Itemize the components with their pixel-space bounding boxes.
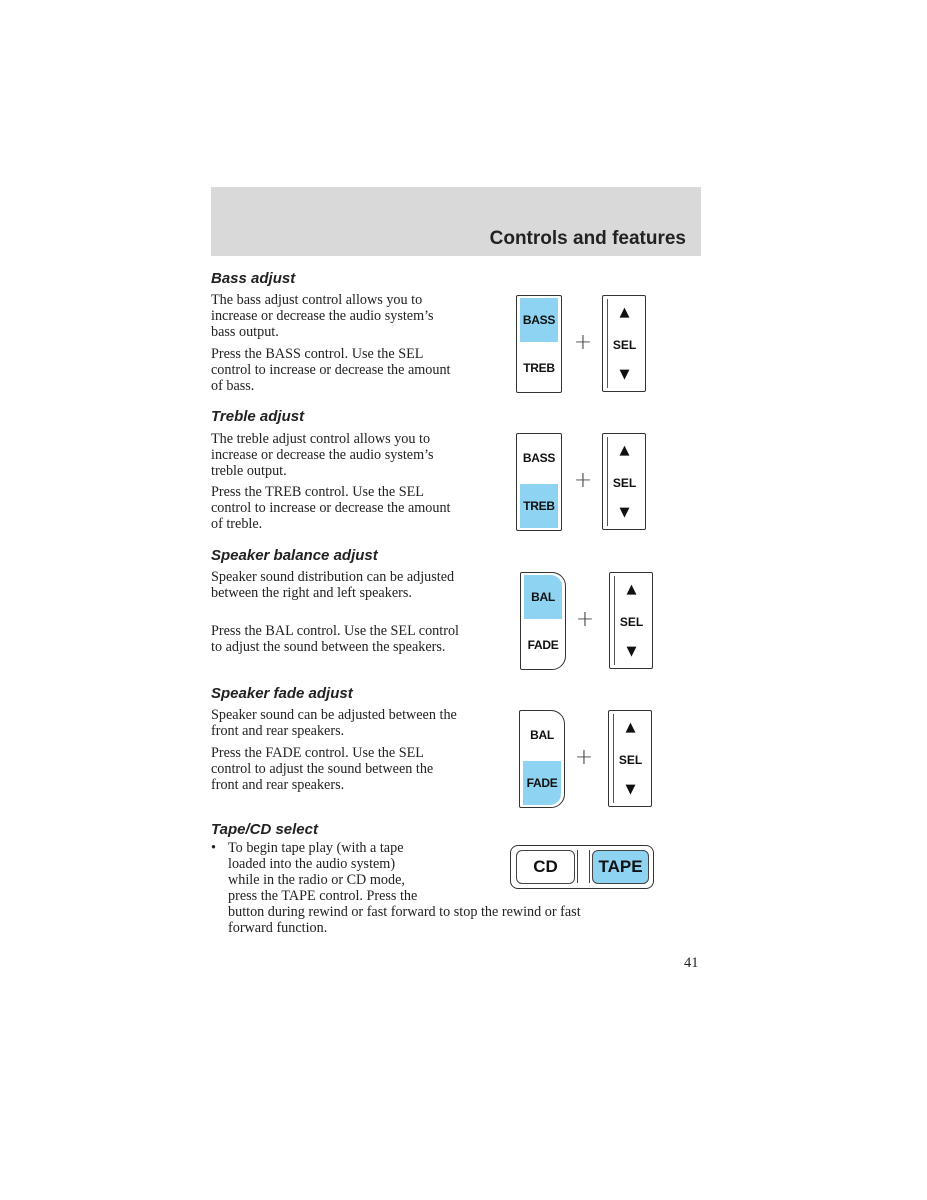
tapecd-line-4: press the TAPE control. Press the [228, 888, 418, 904]
bullet-icon: • [211, 840, 216, 856]
balance-paragraph-2: Press the BAL control. Use the SEL control to adjust the sound between the speakers. [211, 623, 459, 655]
tapecd-line-1: To begin tape play (with a tape [228, 840, 404, 856]
up-arrow-icon[interactable]: ▲ [619, 305, 630, 320]
cd-button[interactable]: CD [516, 850, 575, 884]
treble-heading: Treble adjust [211, 408, 305, 425]
plus-icon: + [573, 468, 593, 493]
plus-icon: + [573, 330, 593, 355]
balance-control-illustration [520, 572, 662, 670]
treble-control-illustration [516, 433, 658, 531]
bal-button[interactable]: BAL [530, 728, 554, 742]
page-number: 41 [684, 955, 699, 971]
plus-icon: + [575, 607, 595, 632]
bass-control-illustration [516, 295, 658, 393]
tapecd-line-6: forward function. [228, 920, 328, 936]
tape-button[interactable]: TAPE [592, 850, 649, 884]
fade-button[interactable]: FADE [527, 638, 559, 652]
sel-control[interactable] [602, 433, 646, 530]
tapecd-heading: Tape/CD select [211, 821, 318, 838]
down-arrow-icon[interactable]: ▼ [619, 505, 630, 520]
bass-heading: Bass adjust [211, 270, 296, 287]
down-arrow-icon[interactable]: ▼ [619, 367, 630, 382]
up-arrow-icon[interactable]: ▲ [626, 582, 637, 597]
fade-control-illustration [519, 710, 661, 808]
up-arrow-icon[interactable]: ▲ [625, 720, 636, 735]
page-title: Controls and features [489, 228, 686, 249]
sel-label: SEL [618, 753, 643, 767]
sel-label: SEL [612, 476, 637, 490]
sel-label: SEL [612, 338, 637, 352]
cd-tape-control-illustration [510, 845, 654, 889]
fade-heading: Speaker fade adjust [211, 685, 353, 702]
treb-button[interactable]: TREB [520, 484, 558, 528]
bass-paragraph-2: Press the BASS control. Use the SEL control to increase or decrease the amount of bass. [211, 346, 451, 394]
sel-control[interactable] [608, 710, 652, 807]
section-header-band [211, 187, 701, 256]
fade-button[interactable]: FADE [523, 761, 561, 805]
tapecd-line-2: loaded into the audio system) [228, 856, 396, 872]
down-arrow-icon[interactable]: ▼ [625, 782, 636, 797]
bal-button[interactable]: BAL [524, 575, 562, 619]
tapecd-line-3: while in the radio or CD mode, [228, 872, 405, 888]
bass-paragraph-1: The bass adjust control allows you to increase or decrease the audio system’s bass output. [211, 292, 434, 340]
up-arrow-icon[interactable]: ▲ [619, 443, 630, 458]
bass-button[interactable]: BASS [520, 298, 558, 342]
treb-button[interactable]: TREB [523, 361, 555, 375]
fade-paragraph-1: Speaker sound can be adjusted between the front and rear speakers. [211, 707, 457, 739]
treble-paragraph-2: Press the TREB control. Use the SEL control to increase or decrease the amount of treble. [211, 484, 451, 532]
bass-treb-rocker [516, 433, 562, 531]
bass-treb-rocker [516, 295, 562, 393]
fade-paragraph-2: Press the FADE control. Use the SEL control to adjust the sound between the front and rear speakers. [211, 745, 434, 793]
bal-fade-rocker [519, 710, 565, 808]
bass-button[interactable]: BASS [522, 451, 556, 465]
balance-paragraph-1: Speaker sound distribution can be adjusted between the right and left speakers. [211, 569, 455, 601]
bal-fade-rocker [520, 572, 566, 670]
treble-paragraph-1: The treble adjust control allows you to increase or decrease the audio system’s treble output. [211, 431, 434, 479]
down-arrow-icon[interactable]: ▼ [626, 644, 637, 659]
cd-tape-divider [577, 850, 590, 883]
balance-heading: Speaker balance adjust [211, 547, 378, 564]
plus-icon: + [574, 745, 594, 770]
sel-control[interactable] [602, 295, 646, 392]
sel-label: SEL [619, 615, 644, 629]
tapecd-line-5: button during rewind or fast forward to stop the rewind or fast [228, 904, 581, 920]
sel-control[interactable] [609, 572, 653, 669]
